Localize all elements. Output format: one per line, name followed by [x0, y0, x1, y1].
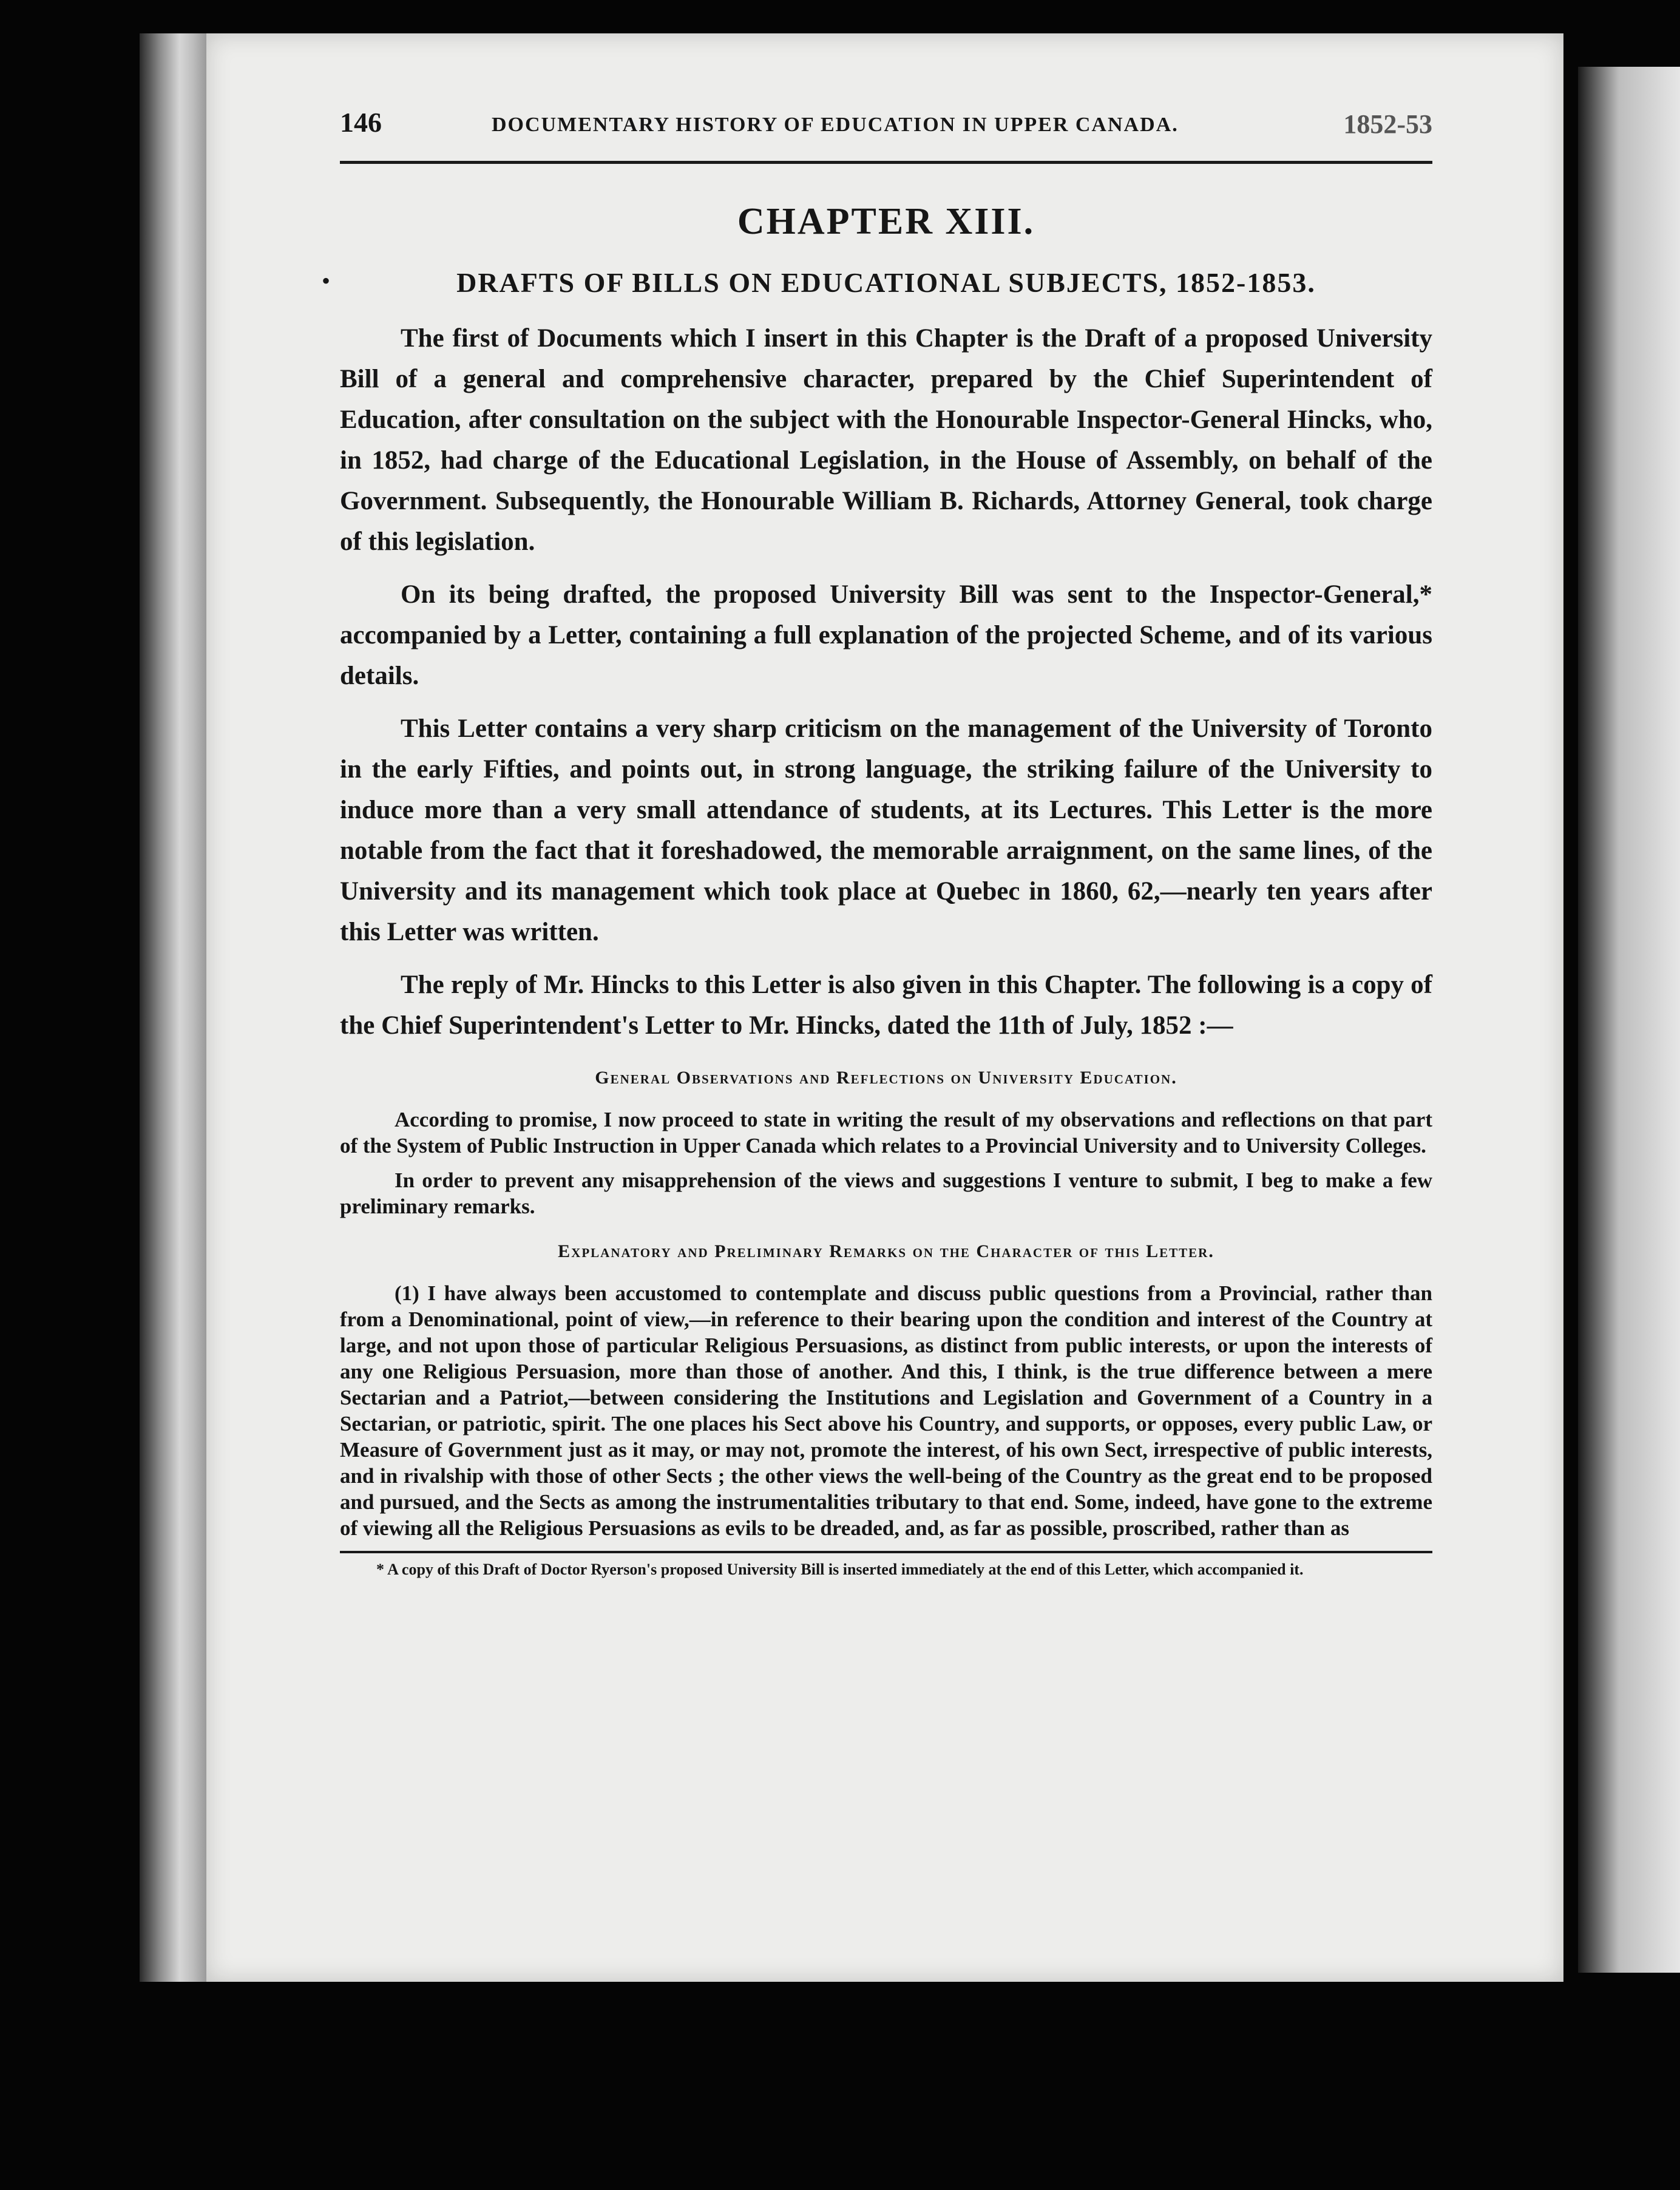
margin-dot: • [322, 267, 331, 294]
running-title: DOCUMENTARY HISTORY OF EDUCATION IN UPPER CANADA. [492, 114, 1179, 136]
chapter-subtitle: DRAFTS OF BILLS ON EDUCATIONAL SUBJECTS, 1852-1853. [456, 267, 1316, 298]
chapter-subtitle-wrap [322, 266, 1432, 299]
intro-paragraph: On its being drafted, the proposed University Bill was sent to the Inspector-General,* accompanied by a Letter, containing a full explanation of the projected Scheme, and of its various details. [340, 580, 1432, 690]
letter-section-general [340, 1107, 1432, 1219]
page-number: 146 [340, 107, 382, 138]
intro-paragraph: This Letter contains a very sharp criticism on the management of the University of Toronto in the early Fifties, and points out, in strong language, the striking failure of the University to induce more than a very small attendance of students, at its Lectures. This Letter is the more notable from the fact that it foreshadowed, the memorable arraignment, on the same lines, of the University and its management which took place at Quebec in 1860, 62,—nearly ten years after this Letter was written. [340, 714, 1432, 946]
book-spine-edge [140, 33, 206, 1982]
footnote-rule [340, 1551, 1432, 1553]
header-rule [340, 161, 1432, 164]
letter-section-explanatory [340, 1280, 1432, 1541]
footnote: * A copy of this Draft of Doctor Ryerson's proposed University Bill is inserted immediately at the end of this Letter, which accompanied it. [376, 1561, 1304, 1578]
letter-paragraph: According to promise, I now proceed to state in writing the result of my observations and reflections on that part of the System of Public Instruction in Upper Canada which relates to a Provincial University and to University Colleges. [340, 1108, 1432, 1158]
running-years: 1852-53 [1343, 109, 1432, 139]
page-content [322, 106, 1432, 1579]
intro-paragraph: The first of Documents which I insert in this Chapter is the Draft of a proposed University Bill of a general and comprehensive character, prepared by the Chief Superintendent of Education, after consultation on the subject with the Honourable Inspector-General Hincks, who, in 1852, had charge of the Educational Legislation, in the House of Assembly, on behalf of the Government. Subsequently, the Honourable William B. Richards, Attorney General, took charge of this legislation. [340, 324, 1432, 556]
letter-paragraph: (1) I have always been accustomed to contemplate and discuss public questions from a Provincial, rather than from a Denominational, point of view,—in reference to their bearing upon the condition and interest of the Country at large, and not upon those of particular Religious Persuasions, as distinct from public interests, or upon the interests of any one Religious Persuasion, more than those of another. And this, I think, is the true difference between a mere Sectarian and a Patriot,—between considering the Institutions and Legislation and Government of a Country in a Sectarian, or patriotic, spirit. The one places his Sect above his Country, and supports, or opposes, every public Law, or Measure of Government just as it may, or may not, promote the interest, of his own Sect, irrespective of public interests, and in rivalship with those of other Sects ; the other views the well-being of the Country as the great end to be proposed and pursued, and the Sects as among the instrumentalities tributary to that end. Some, indeed, have gone to the extreme of viewing all the Religious Persuasions as evils to be dreaded, and, as far as possible, proscribed, rather than as [340, 1281, 1432, 1540]
intro-paragraph: The reply of Mr. Hincks to this Letter is also given in this Chapter. The following is a copy of the Chief Superintendent's Letter to Mr. Hincks, dated the 11th of July, 1852 :— [340, 971, 1432, 1040]
book-page [206, 33, 1563, 1982]
letter-paragraph: In order to prevent any misapprehension of the views and suggestions I venture to submit, I beg to make a few preliminary remarks. [340, 1168, 1432, 1218]
section-heading-explanatory: Explanatory and Preliminary Remarks on the Character of this Letter. [558, 1241, 1214, 1261]
facing-page-edge [1578, 67, 1680, 1973]
running-head [340, 106, 1432, 155]
section-heading-general: General Observations and Reflections on University Education. [595, 1068, 1177, 1088]
chapter-title: CHAPTER XIII. [737, 201, 1035, 242]
intro-text [340, 318, 1432, 1046]
